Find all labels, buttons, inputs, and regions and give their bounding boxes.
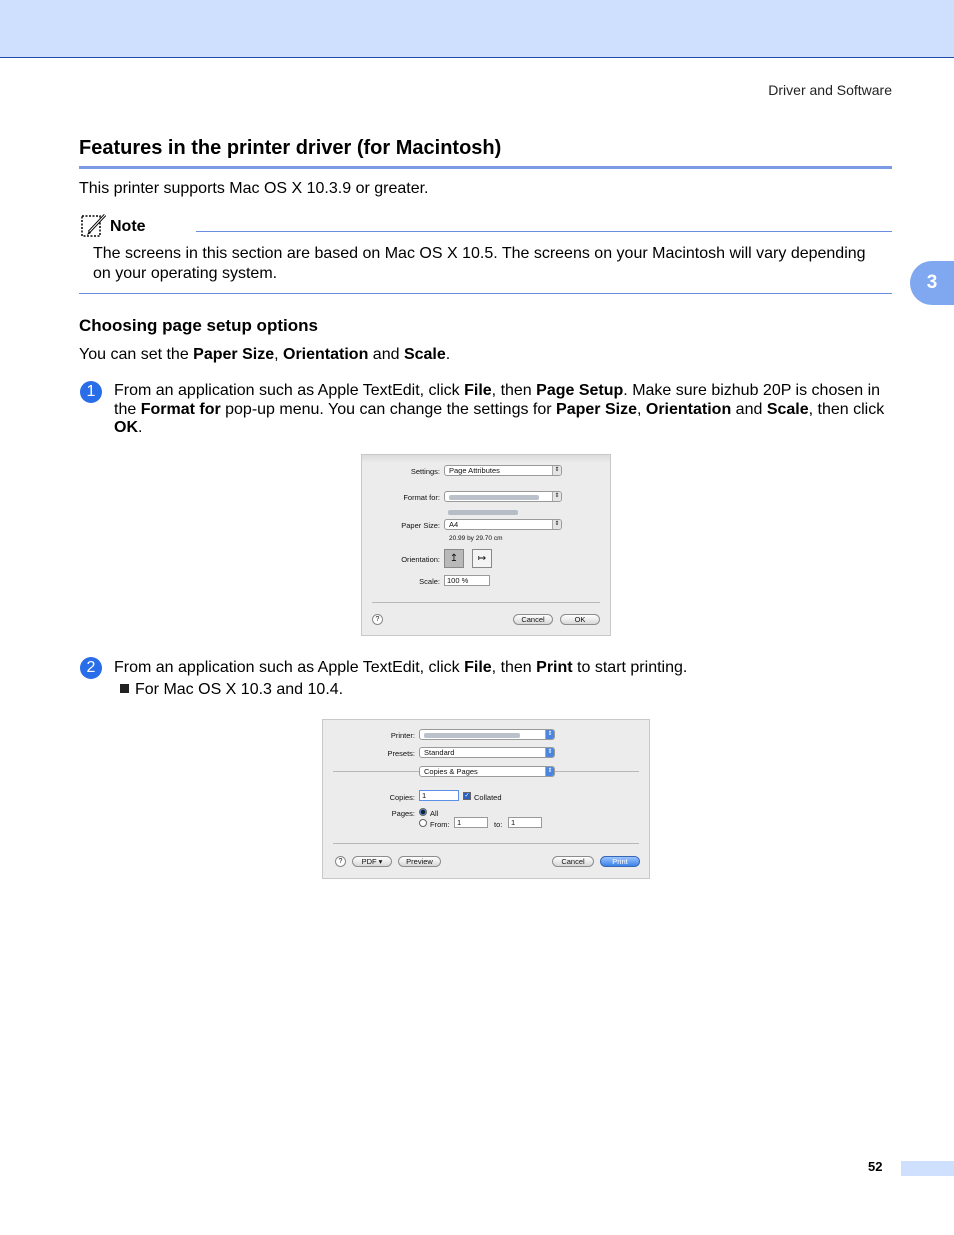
presets-label: Presets: [387,749,415,758]
header-band [0,0,954,58]
scale-input[interactable]: 100 % [444,575,490,586]
title-rule [79,166,892,169]
preview-button[interactable]: Preview [398,856,441,867]
cancel-button[interactable]: Cancel [552,856,594,867]
note-label: Note [110,218,146,235]
printer-label: Printer: [390,731,415,740]
popup-arrows-icon: ⇕ [545,767,554,776]
ok-button[interactable]: OK [560,614,600,625]
orientation-label: Orientation: [401,555,440,564]
running-header: Driver and Software [768,82,892,98]
step-1-text: From an application such as Apple TextEdit, click File, then Page Setup. Make sure bizhub 20P is chosen in the Format for pop-up menu. You can change the settings for Paper Size, Orientation and Scale, then click OK. [114,382,885,436]
panel-popup[interactable]: Copies & Pages ⇕ [419,766,555,777]
page-title: Features in the printer driver (for Macintosh) [79,137,502,159]
presets-popup[interactable]: Standard ⇕ [419,747,555,758]
note-rule [196,231,892,232]
intro-text: This printer supports Mac OS X 10.3.9 or greater. [79,180,429,197]
cancel-button[interactable]: Cancel [513,614,553,625]
copies-label: Copies: [389,793,415,802]
portrait-orientation-icon[interactable]: ↥ [444,549,464,568]
section-title: Choosing page setup options [79,316,318,335]
page-number: 52 [868,1159,883,1174]
pages-from-radio[interactable] [419,819,427,827]
settings-label: Settings: [410,467,440,476]
dialog-divider [333,843,639,844]
section-paragraph: You can set the Paper Size, Orientation and Scale. [79,346,451,363]
pages-to-input[interactable]: 1 [508,817,542,828]
popup-arrows-icon: ⇕ [552,466,561,475]
pages-all-radio[interactable] [419,808,427,816]
popup-arrows-icon: ⇕ [552,520,561,529]
pages-from-label: From: [430,820,450,829]
pages-to-label: to: [494,820,503,829]
format-for-label: Format for: [403,493,440,502]
chapter-tab: 3 [910,261,954,305]
page-setup-dialog [361,454,611,636]
note-bottom-rule [79,293,892,294]
collated-checkbox[interactable]: ✓ [464,793,470,799]
popup-arrows-icon: ⇕ [545,730,554,739]
bullet-square-icon [120,684,129,693]
collated-label: Collated [474,793,502,802]
scale-label: Scale: [419,577,440,586]
landscape-orientation-icon[interactable]: ↦ [472,549,492,568]
format-for-popup[interactable] [444,491,562,502]
popup-arrows-icon: ⇕ [552,492,561,501]
step-2-text: From an application such as Apple TextEdit, click File, then Print to start printing. [114,659,688,676]
blurred-printer-detail [448,510,518,515]
paper-size-popup[interactable]: A4 ⇕ [444,519,562,530]
popup-arrows-icon: ⇕ [545,748,554,757]
paper-size-label: Paper Size: [401,521,440,530]
step-2-number: 2 [80,657,102,679]
pages-label: Pages: [391,809,415,818]
blurred-printer-name [449,495,539,500]
copies-input[interactable]: 1 [419,790,459,801]
pages-all-label: All [430,809,439,818]
bullet-item: For Mac OS X 10.3 and 10.4. [120,681,343,699]
note-pencil-icon [80,212,108,238]
print-button[interactable]: Print [600,856,640,867]
paper-dimensions: 20.99 by 29.70 cm [449,535,503,542]
help-button[interactable]: ? [335,856,346,867]
pages-from-input[interactable]: 1 [454,817,488,828]
dialog-divider [372,602,600,603]
print-dialog [322,719,650,879]
settings-popup[interactable]: Page Attributes ⇕ [444,465,562,476]
note-text: The screens in this section are based on Mac OS X 10.5. The screens on your Macintosh will vary depending on your operating system. [93,245,866,282]
printer-popup[interactable] [419,729,555,740]
blurred-printer-name [424,733,520,738]
step-1-number: 1 [80,381,102,403]
help-button[interactable]: ? [372,614,383,625]
page-number-bar [901,1161,954,1176]
pdf-menu-button[interactable]: PDF ▾ [352,856,392,867]
format-for-detail [448,507,518,516]
